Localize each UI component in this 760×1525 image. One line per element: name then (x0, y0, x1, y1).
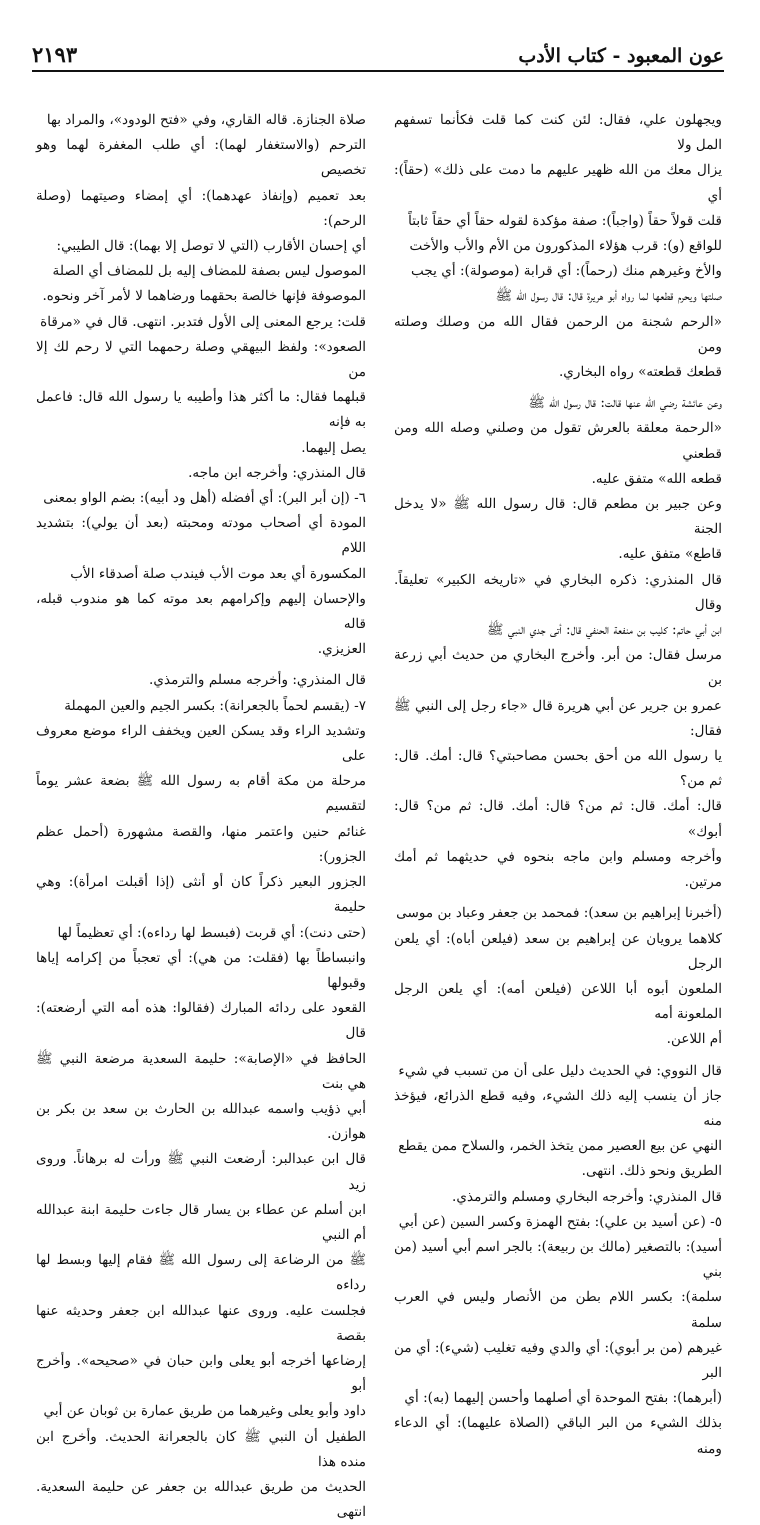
text-line: قبلهما فقال: ما أكثر هذا وأطيبه يا رسول الله قال: فاعمل به فإنه (36, 389, 366, 431)
text-line: أسيد): بالتصغير (مالك بن ربيعة): بالجر اسم أبي أسيد (من بني (394, 1238, 722, 1281)
text-line: الترحم (والاستغفار لهما): أي طلب المغفرة لهما وهو تخصيص (36, 137, 366, 179)
text-line: ٥- (عن أسيد بن علي): بفتح الهمزة وكسر السين (عن أبي (398, 1213, 722, 1230)
text-line: النهي عن بيع العصير ممن يتخذ الخمر، والسلاح ممن يقطع (398, 1138, 722, 1155)
text-line: العزيزي. (317, 641, 366, 658)
text-line: القعود على ردائه المبارك (فقالوا: هذه أمه التي أرضعته): قال (36, 1000, 366, 1042)
text-line: الطفيل أن النبي ﷺ كان بالجعرانة الحديث. وأخرج ابن منده هذا (36, 1428, 366, 1470)
text-line: بذلك الشيء من البر الباقي (الصلاة عليهما): أي الدعاء ومنه (394, 1415, 722, 1457)
text-line: الملعون أبوه أبا اللاعن (فيلعن أمه): أي يلعن الرجل الملعونة أمه (394, 980, 722, 1023)
text-line: وتشديد الراء وقد يسكن العين ويخفف الراء موضع معروف على (36, 722, 366, 765)
text-line: غنائم حنين واعتمر منها، والقصة مشهورة (أحمل عظم الجزور): (36, 823, 366, 865)
text-line: الجزور البعير ذكراً كان أو أنثى (إذا أقبلت امرأة): وهي حليمة (36, 874, 366, 916)
text-line: قطعه الله» متفق عليه. (591, 470, 722, 487)
text-line: الطريق ونحو ذلك. انتهى. (581, 1163, 722, 1180)
text-line: سلمة): بكسر اللام بطن من الأنصار وليس في العرب سلمة (394, 1289, 722, 1331)
text-line: «الرحم شجنة من الرحمن فقال الله من وصلك وصلته ومن (394, 313, 722, 355)
text-line: صلتها ويحرم قطعها لما رواه أبو هريرة قال: قال رسول الله ﷺ (495, 288, 722, 305)
text-line: قال ابن عبدالبر: أرضعت النبي ﷺ ورأت له برهاناً. وروى زيد (36, 1151, 366, 1193)
text-line: قال المنذري: وأخرجه ابن ماجه. (188, 464, 366, 481)
text-line: يا رسول الله من أحق بحسن مصاحبتي؟ قال: أمك. قال: ثم من؟ (394, 748, 722, 790)
text-line: مرسل فقال: من أبر. وأخرج البخاري من حديث أبي زرعة بن (394, 647, 722, 689)
text-line: يصل إليهما. (301, 439, 366, 456)
text-line: صلاة الجنازة. قاله القاري، وفي «فتح الودود»، والمراد بها (46, 112, 366, 128)
text-line: أم اللاعن. (666, 1031, 722, 1048)
text-line: يزال معك من الله ظهير عليهم ما دمت على ذلك» (حقاً): أي (394, 162, 722, 204)
text-line: ابن أبي حاتم: كليب بن منفعة الحنفي قال: أتى جدي النبي ﷺ (486, 622, 722, 639)
text-line: ٦- (إن أبر البر): أي أفضله (أهل ود أبيه): بضم الواو بمعنى (43, 490, 366, 507)
text-line: وانبساطاً بها (فقلت: من هي): أي تعجباً من إكرامه إياها وقبولها (36, 949, 366, 991)
left-column (36, 108, 366, 1521)
text-line: والأخ وغيرهم منك (رحماً): أي قرابة (موصولة): أي يجب (411, 263, 722, 280)
text-line: (حتى دنت): أي قربت (فبسط لها رداءه): أي تعظيماً لها (57, 924, 366, 941)
text-line: المودة أي أصحاب مودته ومحبته (بعد أن يولي): بتشديد اللام (36, 515, 366, 557)
running-title: عون المعبود - كتاب الأدب (518, 45, 724, 67)
text-line: وعن جبير بن مطعم قال: قال رسول الله ﷺ «لا يدخل الجنة (394, 496, 722, 538)
text-line: مرحلة من مكة أقام به رسول الله ﷺ بضعة عشر يوماً لتقسيم (36, 773, 366, 815)
text-line: الحافظ في «الإصابة»: حليمة السعدية مرضعة النبي ﷺ هي بنت (36, 1050, 366, 1092)
text-line: الصعود»: ولفظ البيهقي وصلة رحمهما التي لا رحم لك إلا من (36, 338, 366, 381)
text-line: قال المنذري: وأخرجه مسلم والترمذي. (149, 672, 366, 689)
text-line: أبي ذؤيب واسمه عبدالله بن الحارث بن سعد بن بكر بن هوازن. (36, 1100, 366, 1143)
text-line: ويجهلون علي، فقال: لئن كنت كما قلت فكأنما تسفهم المل ولا (394, 112, 722, 154)
text-line: (أبرهما): بفتح الموحدة أي أصلهما وأحسن إليهما (به): أي (404, 1390, 722, 1407)
text-line: كلاهما يرويان عن إبراهيم بن سعد (فيلعن أباه): أي يلعن الرجل (394, 930, 722, 972)
text-line: غيرهم (من بر أبوي): أي والدي وفيه تغليب (شيء): أي من البر (394, 1339, 722, 1381)
text-line: قال النووي: في الحديث دليل على أن من تسبب في شيء (398, 1062, 722, 1079)
text-line: ٧- (يقسم لحماً بالجعرانة): بكسر الجيم والعين المهملة (64, 697, 366, 714)
text-line: بعد تعميم (وإنفاذ عهدهما): أي إمضاء وصيتهما (وصلة الرحم): (36, 187, 366, 229)
text-line: جاز أن ينسب إليه ذلك الشيء، وفيه قطع الذرائع، فيؤخذ منه (394, 1087, 722, 1129)
text-line: والإحسان إليهم وإكرامهم بعد موته كما هو مندوب قبله، قاله (36, 590, 366, 633)
text-line: داود وأبو يعلى وغيرهما من طريق عمارة بن ثوبان عن أبي (43, 1403, 366, 1420)
text-line: فجلست عليه. وروى عنها عبدالله ابن جعفر وحديثه عنها بقصة (36, 1302, 366, 1344)
text-line: «الرحمة معلقة بالعرش تقول من وصلني وصله الله ومن قطعني (394, 420, 722, 462)
text-line: الحديث من طريق عبدالله بن جعفر عن حليمة السعدية. انتهى (36, 1478, 366, 1521)
text-line: قطعك قطعته» رواه البخاري. (558, 364, 722, 381)
text-line: ابن أسلم عن عطاء بن يسار قال جاءت حليمة ابنة عبدالله أم النبي (36, 1201, 366, 1243)
page-header (32, 36, 724, 72)
text-line: قلت قولاً حقاً (واجباً): صفة مؤكدة لقوله حقاً أي حقاً ثابتاً (408, 212, 722, 229)
text-line: قال المنذري: وأخرجه البخاري ومسلم والترمذي. (452, 1188, 722, 1205)
text-line: قال: أمك. قال: ثم من؟ قال: أمك. قال: ثم من؟ قال: أبوك» (394, 798, 722, 840)
text-line: (أخبرنا إبراهيم بن سعد): فمحمد بن جعفر وعباد بن موسى (396, 905, 722, 922)
text-line: عمرو بن جرير عن أبي هريرة قال «جاء رجل إلى النبي ﷺ فقال: (394, 697, 722, 739)
text-line: المكسورة أي بعد موت الأب فيندب صلة أصدقاء الأب (70, 565, 366, 582)
text-line: الموصول ليس بصفة للمضاف إليه بل للمضاف أي الصلة (52, 263, 366, 280)
text-line: الموصوفة فإنها خالصة بحقهما ورضاهما لا لأمر آخر ونحوه. (42, 288, 366, 305)
text-line: إرضاعها أخرجه أبو يعلى وابن حبان في «صحيحه». وأخرج أبو (36, 1352, 366, 1395)
text-line: قاطع» متفق عليه. (618, 546, 722, 563)
text-line: وعن عائشة رضي الله عنها قالت: قال رسول الله ﷺ (528, 395, 722, 412)
text-line: قلت: يرجع المعنى إلى الأول فتدبر. انتهى. قال في «مرقاة (40, 313, 366, 330)
text-line: وأخرجه ومسلم وابن ماجه بنحوه في حديثهما ثم أمك مرتين. (394, 848, 722, 891)
text-line: أي إحسان الأقارب (التي لا توصل إلا بهما): قال الطيبي: (56, 238, 366, 255)
page-number: ٢١٩٣ (32, 42, 78, 67)
text-line: قال المنذري: ذكره البخاري في «تاريخه الكبير» تعليقاً. وقال (394, 571, 722, 613)
right-column (394, 108, 722, 1457)
text-line: للواقع (و): قرب هؤلاء المذكورون من الأم والأب والأخت (409, 238, 722, 255)
text-line: ﷺ من الرضاعة إلى رسول الله ﷺ فقام إليها وبسط لها رداءه (36, 1252, 366, 1294)
